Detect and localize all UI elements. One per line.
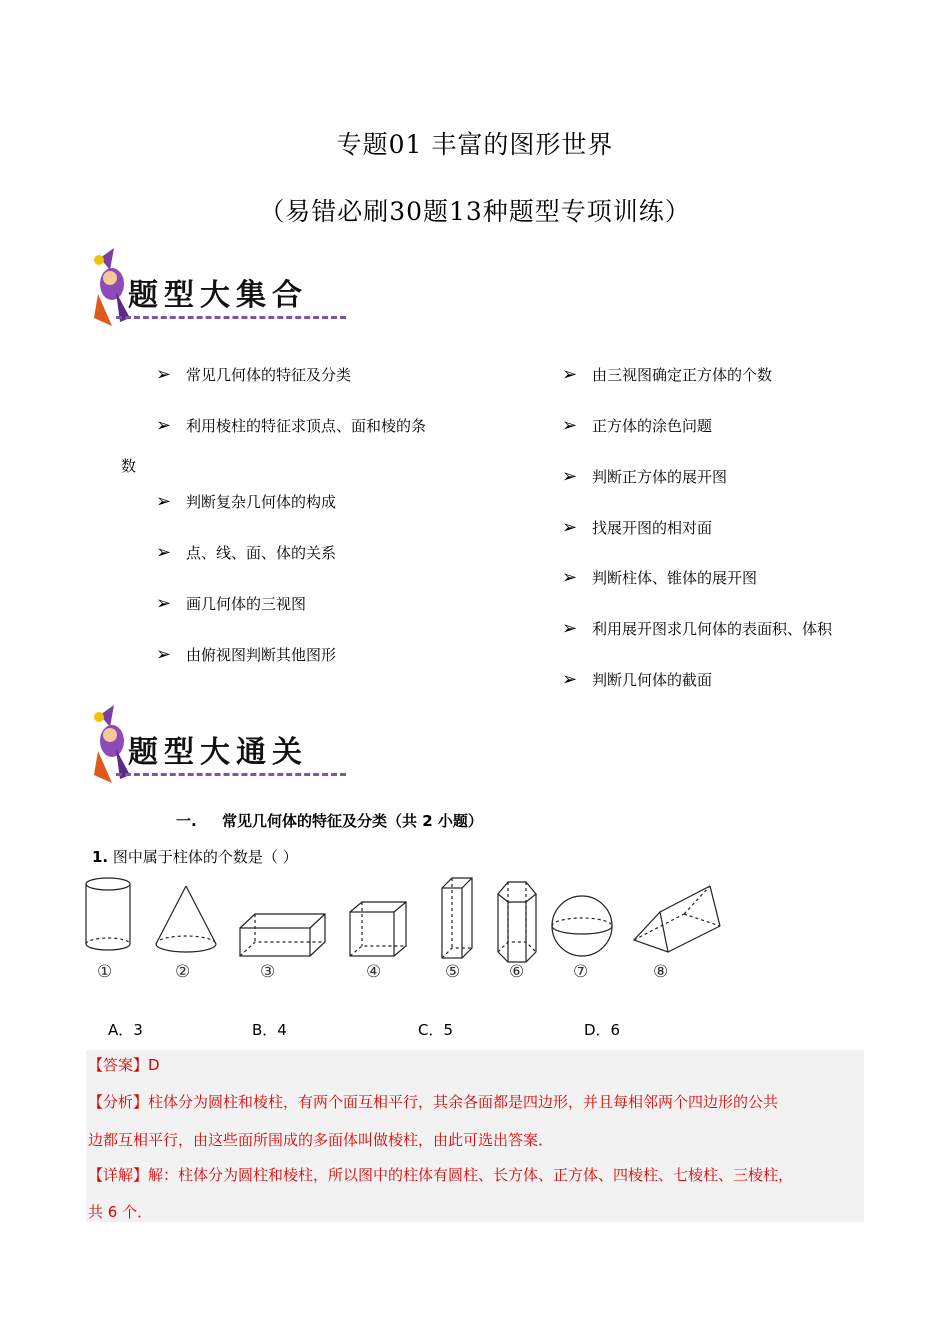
topic-item: ➢ 由三视图确定正方体的个数 bbox=[562, 364, 773, 385]
cylinder-shape bbox=[86, 878, 130, 950]
cuboid-shape bbox=[240, 914, 325, 956]
choice-d: D．6 bbox=[584, 1021, 621, 1039]
triangular-prism-shape bbox=[634, 886, 720, 952]
banner-text: 题型大通关 bbox=[128, 735, 308, 770]
topic-item: ➢ 判断柱体、锥体的展开图 bbox=[562, 567, 758, 588]
arrow-icon: ➢ bbox=[562, 567, 578, 588]
topic-item: ➢ 画几何体的三视图 bbox=[156, 593, 307, 614]
page-subtitle: （易错必刷30题13种题型专项训练） bbox=[259, 197, 691, 226]
topic-item: ➢ 判断复杂几何体的构成 bbox=[156, 491, 337, 512]
arrow-icon: ➢ bbox=[562, 364, 578, 385]
analysis-line-2: 边都互相平行，由这些面所围成的多面体叫做棱柱，由此可选出答案． bbox=[88, 1131, 554, 1149]
question-text: 图中属于柱体的个数是（ ） bbox=[112, 848, 298, 866]
answer-line: 【答案】D bbox=[88, 1056, 160, 1074]
heptagonal-prism-shape bbox=[498, 882, 536, 962]
detail-line-1: 【详解】解：柱体分为圆柱和棱柱，所以图中的柱体有圆柱、长方体、正方体、四棱柱、七棱柱、三棱柱， bbox=[88, 1166, 794, 1184]
shape-label: ① bbox=[97, 962, 113, 982]
arrow-icon: ➢ bbox=[562, 415, 578, 436]
topic-item: ➢ 利用展开图求几何体的表面积、体积 bbox=[562, 618, 833, 639]
arrow-icon: ➢ bbox=[562, 517, 578, 538]
choice-a: A．3 bbox=[108, 1021, 143, 1039]
sphere-shape bbox=[552, 896, 612, 956]
shape-label: ④ bbox=[366, 962, 382, 982]
arrow-icon: ➢ bbox=[562, 669, 578, 690]
banner-underline bbox=[116, 316, 346, 319]
shape-label: ③ bbox=[260, 962, 276, 982]
cone-shape bbox=[156, 886, 216, 952]
topic-item: ➢ 利用棱柱的特征求顶点、面和棱的条 bbox=[156, 415, 427, 436]
topic-item: ➢ 判断正方体的展开图 bbox=[562, 466, 728, 487]
choice-c: C．5 bbox=[418, 1021, 454, 1039]
arrow-icon: ➢ bbox=[156, 491, 172, 512]
shape-label: ⑥ bbox=[509, 962, 525, 982]
arrow-icon: ➢ bbox=[562, 466, 578, 487]
arrow-icon: ➢ bbox=[156, 364, 172, 385]
topic-item: ➢ 正方体的涂色问题 bbox=[562, 415, 713, 436]
section-number: 一. bbox=[176, 812, 197, 830]
arrow-icon: ➢ bbox=[156, 644, 172, 665]
topic-item: ➢ 点、线、面、体的关系 bbox=[156, 542, 337, 563]
section-title: 常见几何体的特征及分类（共 2 小题） bbox=[222, 812, 483, 830]
topic-item: ➢ 常见几何体的特征及分类 bbox=[156, 364, 352, 385]
arrow-icon: ➢ bbox=[562, 618, 578, 639]
shape-label: ⑤ bbox=[445, 962, 461, 982]
topic-item: ➢ 判断几何体的截面 bbox=[562, 669, 713, 690]
topic-item: ➢ 找展开图的相对面 bbox=[562, 517, 713, 538]
detail-line-2: 共 6 个． bbox=[88, 1203, 153, 1221]
choice-b: B．4 bbox=[252, 1021, 287, 1039]
banner-topic-collection bbox=[86, 248, 356, 333]
banner-topic-practice bbox=[86, 705, 356, 790]
shape-label: ⑧ bbox=[653, 962, 669, 982]
analysis-line-1: 【分析】柱体分为圆柱和棱柱，有两个面互相平行，其余各面都是四边形，并且每相邻两个四边形的公共 bbox=[88, 1093, 779, 1111]
question-1 bbox=[92, 846, 298, 867]
arrow-icon: ➢ bbox=[156, 415, 172, 436]
topic-item: ➢ 由俯视图判断其他图形 bbox=[156, 644, 337, 665]
question-number: 1. bbox=[92, 848, 109, 866]
cube-shape bbox=[350, 902, 406, 956]
topic-item-wrap: 数 bbox=[121, 457, 137, 475]
square-prism-shape bbox=[442, 878, 472, 958]
arrow-icon: ➢ bbox=[156, 593, 172, 614]
banner-underline bbox=[116, 773, 346, 776]
shape-label: ② bbox=[175, 962, 191, 982]
banner-text: 题型大集合 bbox=[128, 278, 308, 313]
page-title: 专题01 丰富的图形世界 bbox=[336, 130, 614, 159]
shape-label: ⑦ bbox=[573, 962, 589, 982]
section-heading bbox=[176, 810, 483, 831]
arrow-icon: ➢ bbox=[156, 542, 172, 563]
